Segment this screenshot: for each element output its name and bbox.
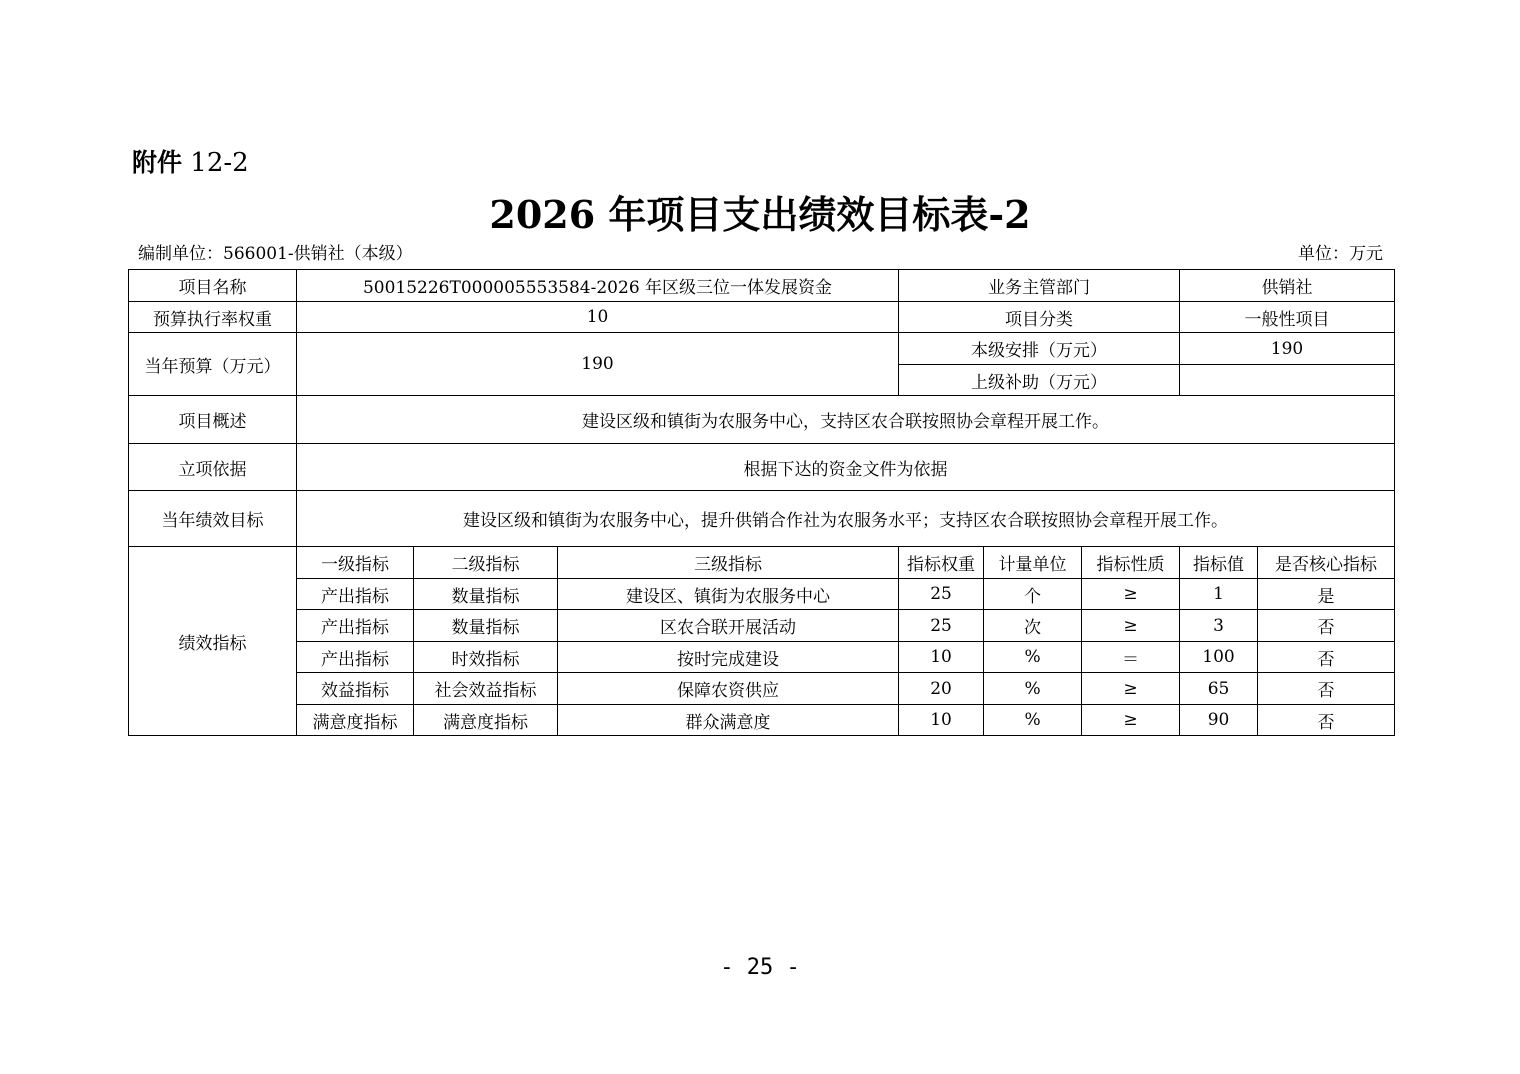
goal-label: 当年绩效目标 (129, 491, 297, 547)
indicator-weight: 10 (899, 705, 984, 736)
indicator-level3: 群众满意度 (558, 705, 899, 736)
overview-label: 项目概述 (129, 396, 297, 444)
table-row (129, 444, 1395, 491)
table-row (129, 302, 1395, 333)
header-level2: 二级指标 (414, 547, 558, 579)
page-number: - 25 - (720, 955, 800, 980)
attachment-number: 12-2 (190, 148, 249, 178)
indicator-unit: % (984, 673, 1082, 705)
indicator-value: 1 (1180, 579, 1258, 610)
annual-budget-value: 190 (297, 333, 899, 396)
basis-value: 根据下达的资金文件为依据 (297, 444, 1395, 491)
indicator-row (129, 610, 1395, 642)
table-row (129, 396, 1395, 444)
goal-value: 建设区级和镇街为农服务中心，提升供销合作社为农服务水平；支持区农合联按照协会章程开展工作。 (297, 491, 1395, 547)
indicator-core: 否 (1258, 610, 1395, 642)
indicator-value: 100 (1180, 642, 1258, 673)
indicator-row (129, 673, 1395, 705)
header-level1: 一级指标 (297, 547, 414, 579)
indicator-core: 是 (1258, 579, 1395, 610)
header-level3: 三级指标 (558, 547, 899, 579)
indicator-level2: 时效指标 (414, 642, 558, 673)
indicator-level1: 产出指标 (297, 579, 414, 610)
dept-value: 供销社 (1180, 270, 1395, 302)
indicator-level2: 满意度指标 (414, 705, 558, 736)
budget-weight-value: 10 (297, 302, 899, 333)
indicator-level2: 社会效益指标 (414, 673, 558, 705)
dept-label: 业务主管部门 (899, 270, 1180, 302)
indicator-level1: 产出指标 (297, 642, 414, 673)
header-value: 指标值 (1180, 547, 1258, 579)
indicator-row (129, 705, 1395, 736)
performance-table (128, 269, 1395, 736)
indicator-nature: ≥ (1082, 579, 1180, 610)
table-row (129, 491, 1395, 547)
indicator-unit: % (984, 642, 1082, 673)
indicator-level3: 按时完成建设 (558, 642, 899, 673)
indicator-nature: ＝ (1082, 642, 1180, 673)
indicator-level3: 建设区、镇街为农服务中心 (558, 579, 899, 610)
upper-subsidy-label: 上级补助（万元） (899, 365, 1180, 396)
indicator-level1: 产出指标 (297, 610, 414, 642)
project-name-value: 50015226T000005553584-2026 年区级三位一体发展资金 (297, 270, 899, 302)
budget-weight-label: 预算执行率权重 (129, 302, 297, 333)
indicator-level2: 数量指标 (414, 610, 558, 642)
indicator-level1: 效益指标 (297, 673, 414, 705)
indicator-value: 3 (1180, 610, 1258, 642)
upper-subsidy-value (1180, 365, 1395, 396)
indicator-weight: 10 (899, 642, 984, 673)
indicator-header-row (129, 547, 1395, 579)
indicator-nature: ≥ (1082, 705, 1180, 736)
overview-value: 建设区级和镇街为农服务中心，支持区农合联按照协会章程开展工作。 (297, 396, 1395, 444)
category-value: 一般性项目 (1180, 302, 1395, 333)
indicator-level3: 保障农资供应 (558, 673, 899, 705)
indicator-value: 90 (1180, 705, 1258, 736)
indicator-core: 否 (1258, 705, 1395, 736)
project-name-label: 项目名称 (129, 270, 297, 302)
indicator-weight: 25 (899, 579, 984, 610)
local-arrangement-value: 190 (1180, 333, 1395, 365)
indicator-label: 绩效指标 (129, 547, 297, 736)
annual-budget-label: 当年预算（万元） (129, 333, 297, 396)
header-unit: 计量单位 (984, 547, 1082, 579)
attachment-label (132, 145, 249, 181)
indicator-row (129, 579, 1395, 610)
indicator-unit: 次 (984, 610, 1082, 642)
indicator-unit: 个 (984, 579, 1082, 610)
indicator-level2: 数量指标 (414, 579, 558, 610)
attachment-prefix: 附件 (132, 148, 183, 177)
basis-label: 立项依据 (129, 444, 297, 491)
table-row (129, 270, 1395, 302)
currency-unit: 单位：万元 (1298, 244, 1383, 264)
indicator-row (129, 642, 1395, 673)
indicator-weight: 25 (899, 610, 984, 642)
category-label: 项目分类 (899, 302, 1180, 333)
indicator-level1: 满意度指标 (297, 705, 414, 736)
header-weight: 指标权重 (899, 547, 984, 579)
indicator-unit: % (984, 705, 1082, 736)
indicator-weight: 20 (899, 673, 984, 705)
indicator-nature: ≥ (1082, 610, 1180, 642)
indicator-value: 65 (1180, 673, 1258, 705)
header-nature: 指标性质 (1082, 547, 1180, 579)
indicator-level3: 区农合联开展活动 (558, 610, 899, 642)
indicator-core: 否 (1258, 673, 1395, 705)
header-core: 是否核心指标 (1258, 547, 1395, 579)
table-row (129, 333, 1395, 365)
indicator-nature: ≥ (1082, 673, 1180, 705)
indicator-core: 否 (1258, 642, 1395, 673)
local-arrangement-label: 本级安排（万元） (899, 333, 1180, 365)
preparing-unit: 编制单位：566001-供销社（本级） (138, 244, 413, 264)
page-title: 2026 年项目支出绩效目标表-2 (489, 192, 1031, 237)
